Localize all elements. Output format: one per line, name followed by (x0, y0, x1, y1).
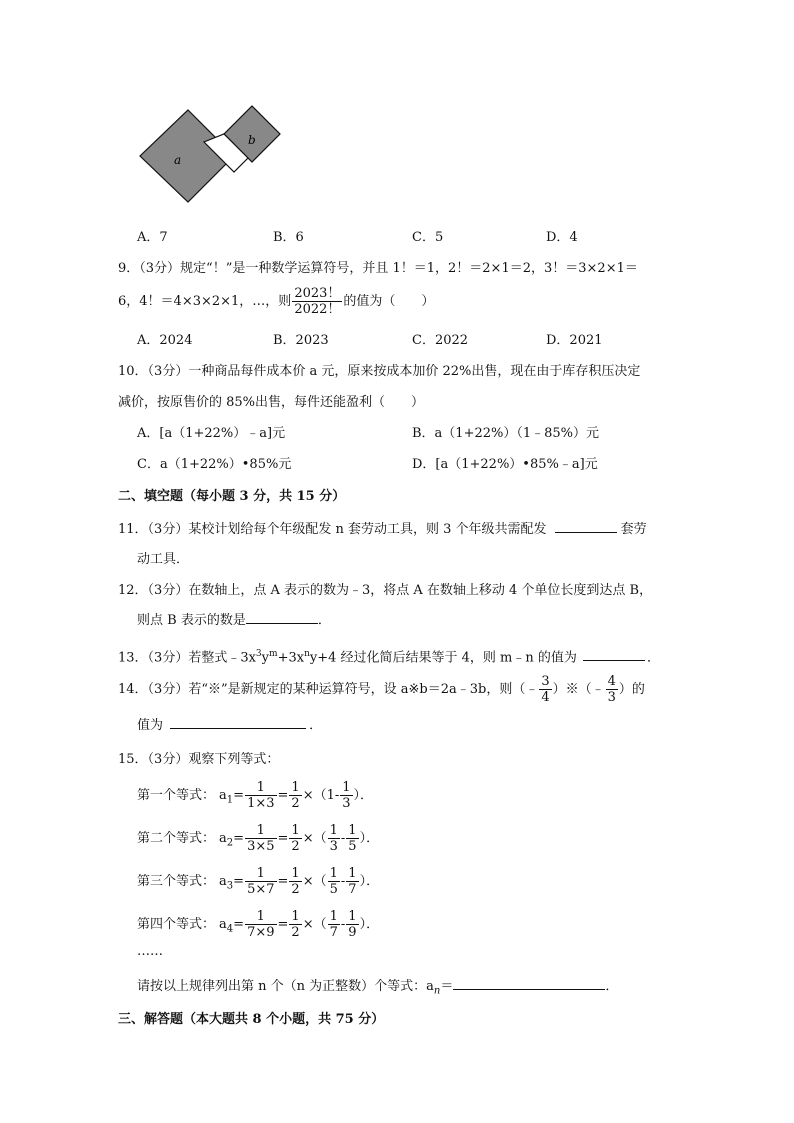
q15-eq-r2 (346, 823, 358, 854)
q15-eq-frac-left-den: 1×3 (247, 796, 275, 811)
q15-eq-equals: = (233, 917, 245, 932)
q8-option-d: D．4 (546, 230, 578, 245)
q15-eq-frac-left-den: 7×9 (247, 925, 275, 940)
q15-eq-r2 (340, 780, 352, 811)
q15-eq-times: ×（ (302, 788, 327, 803)
q15-eq-half-num: 1 (291, 866, 300, 881)
q15-eq-r2-num: 1 (348, 823, 357, 838)
q15-eq-half-num: 1 (291, 823, 300, 838)
q13-sup2: m (269, 649, 278, 659)
q15-eq-r1 (328, 823, 340, 854)
q9-line2 (118, 286, 434, 317)
q15-eq-a: a (219, 788, 227, 803)
q14-line1 (118, 674, 645, 705)
q14-post: ）的 (618, 682, 645, 697)
q15-title: 15．（3分）观察下列等式： (118, 752, 280, 767)
q15-eq-r1 (328, 909, 340, 940)
q15-eq-frac-half (289, 909, 301, 940)
q15-eq-r2-den: 9 (348, 925, 357, 940)
q15-eq-frac-left (245, 823, 276, 854)
q15-eq-a: a (219, 917, 227, 932)
q14-frac1 (539, 674, 551, 705)
q12-line2-pre: 则点 B 表示的数是 (137, 613, 246, 628)
q9-fraction (292, 286, 342, 317)
q14-line2 (137, 716, 322, 736)
q10-line2: 减价，按原售价的 85%出售，每件还能盈利（ ） (118, 395, 425, 410)
q15-last-sub: n (433, 985, 441, 997)
q12-line2 (137, 611, 331, 631)
q11-answer-blank[interactable] (555, 520, 617, 533)
q15-eq-minus: - (340, 917, 346, 932)
q15-equation-row (137, 909, 379, 940)
q15-eq-frac-left (245, 909, 276, 940)
q9-option-d: D．2021 (546, 333, 603, 348)
q9-frac-num: 2023！ (294, 286, 341, 301)
q15-eq-label: 第一个等式： (137, 788, 216, 803)
q11-line1-pre: 11．（3分）某校计划给每个年级配发 n 套劳动工具，则 3 个年级共需配发 (118, 522, 547, 537)
q14-frac2-den: 3 (607, 690, 616, 705)
q15-eq-frac-left-num: 1 (245, 780, 276, 796)
q15-eq-equals2: = (277, 917, 289, 932)
q15-eq-half-den: 2 (291, 882, 300, 897)
q15-eq-times: ×（ (302, 874, 327, 889)
q13-sup3: n (304, 649, 310, 659)
q15-eq-r2-num: 1 (348, 866, 357, 881)
q15-eq-r2-den: 3 (342, 796, 351, 811)
label-a: a (174, 153, 182, 167)
q15-eq-sub: 3 (226, 880, 234, 892)
q15-eq-equals2: = (277, 831, 289, 846)
q15-eq-half-den: 2 (291, 839, 300, 854)
q13-pre: 13．（3分）若整式﹣3x (118, 650, 256, 666)
q15-eq-frac-left (245, 866, 276, 897)
q13-post: ． (647, 650, 661, 666)
q9-line1: 9．（3分）规定“！”是一种数学运算符号，并且 1！＝1，2！＝2×1＝2，3！＝3×2×1＝ (118, 261, 638, 276)
q9-option-c: C．2022 (412, 333, 469, 348)
q15-eq-half-den: 2 (291, 796, 300, 811)
q15-eq-close: ）． (359, 917, 380, 932)
q9-line2-pre: 6，4！＝4×3×2×1，…，则 (118, 294, 292, 309)
q12-line2-post: ． (317, 613, 331, 628)
q10-option-c: C．a（1+22%）•85%元 (137, 457, 292, 472)
q14-frac2-num: 4 (607, 674, 616, 689)
q11-line2: 动工具． (137, 552, 190, 567)
q11-line1-post: 套劳 (620, 522, 647, 537)
q15-eq-sub: 4 (226, 923, 234, 935)
q15-eq-close: ）． (359, 831, 380, 846)
q13-mid3: y+4 经过化简后结果等于 4，则 m﹣n 的值为 (309, 650, 577, 666)
squares-figure (130, 98, 290, 216)
q15-eq-half-num: 1 (291, 909, 300, 924)
q10-option-d: D．[a（1+22%）•85%﹣a]元 (412, 457, 598, 472)
q13-line (118, 644, 660, 668)
q15-eq-equals: = (233, 831, 245, 846)
q9-option-a: A．2024 (137, 333, 193, 348)
q15-last-line (137, 977, 618, 1002)
q11-line1 (118, 520, 647, 540)
q14-frac1-num: 3 (541, 674, 550, 689)
q14-line2-post: ． (309, 718, 323, 733)
q15-eq-r2-den: 7 (348, 882, 357, 897)
q13-mid1: y (261, 650, 270, 666)
q15-eq-times: ×（ (302, 917, 327, 932)
q15-eq-r1-num: 1 (329, 909, 338, 924)
q8-option-c: C．5 (412, 230, 444, 245)
q15-eq-r2-num: 1 (342, 780, 351, 795)
q15-eq-frac-half (289, 780, 301, 811)
q15-eq-minus: - (340, 831, 346, 846)
section-2-heading: 二、填空题（每小题 3 分，共 15 分） (118, 489, 346, 504)
q15-eq-r1-den: 3 (329, 839, 338, 854)
q12-answer-blank[interactable] (246, 611, 318, 624)
q9-line2-post: 的值为（ ） (343, 294, 435, 309)
q15-eq-times: ×（ (302, 831, 327, 846)
q15-eq-r2-num: 1 (348, 909, 357, 924)
q15-eq-r1-num: 1 (329, 866, 338, 881)
q15-eq-r1-num: 1 (329, 823, 338, 838)
q10-option-a: A．[a（1+22%）﹣a]元 (137, 426, 286, 441)
q15-eq-equals: = (233, 874, 245, 889)
q15-eq-r2 (346, 909, 358, 940)
q15-eq-a: a (219, 831, 227, 846)
q8-option-b: B．6 (273, 230, 304, 245)
q15-eq-sub: 1 (226, 794, 234, 806)
q15-eq-a: a (219, 874, 227, 889)
q15-eq-close: ）． (359, 874, 380, 889)
q9-frac-den: 2022！ (294, 302, 341, 317)
q15-eq-sub: 2 (226, 837, 234, 849)
q15-eq-label: 第四个等式： (137, 917, 216, 932)
q10-line1: 10．（3分）一种商品每件成本价 a 元，原来按成本加价 22%出售，现在由于库存积压决定 (118, 364, 641, 379)
q15-eq-equals: = (233, 788, 245, 803)
q15-eq-frac-left-num: 1 (245, 909, 276, 925)
q13-answer-blank[interactable] (583, 648, 645, 661)
q15-eq-r2-den: 5 (348, 839, 357, 854)
q15-eq-r1 (328, 866, 340, 897)
q8-option-a: A．7 (137, 230, 168, 245)
q15-answer-blank[interactable] (453, 977, 605, 990)
q15-eq-frac-half (289, 866, 301, 897)
q15-eq-one: 1- (326, 788, 340, 803)
q15-eq-r1-den: 7 (329, 925, 338, 940)
q10-option-b: B．a（1+22%）（1﹣85%）元 (412, 426, 600, 441)
q14-line2-pre: 值为 (137, 718, 164, 733)
q15-last-pre: 请按以上规律列出第 n 个（n 为正整数）个等式：a (137, 979, 434, 994)
q15-equation-row (137, 866, 379, 897)
q15-eq-r1-den: 5 (329, 882, 338, 897)
q14-frac1-den: 4 (541, 690, 550, 705)
q15-last-eq: ＝ (440, 979, 454, 994)
q15-eq-label: 第三个等式： (137, 874, 216, 889)
q15-eq-frac-left (245, 780, 276, 811)
q13-mid2: +3x (277, 650, 305, 666)
q15-eq-equals2: = (277, 874, 289, 889)
q15-eq-half-num: 1 (291, 780, 300, 795)
section-3-heading: 三、解答题（本大题共 8 个小题，共 75 分） (118, 1012, 385, 1027)
q15-eq-frac-left-num: 1 (245, 866, 276, 882)
q15-eq-minus: - (340, 874, 346, 889)
q15-eq-half-den: 2 (291, 925, 300, 940)
label-b: b (248, 133, 256, 147)
q14-mid: ）※（﹣ (552, 682, 605, 697)
q15-equation-row (137, 780, 373, 811)
q15-eq-r2 (346, 866, 358, 897)
q14-frac2 (606, 674, 618, 705)
q15-eq-label: 第二个等式： (137, 831, 216, 846)
q15-eq-frac-left-num: 1 (245, 823, 276, 839)
q15-equation-row (137, 823, 379, 854)
q15-eq-equals2: = (277, 788, 289, 803)
q15-eq-frac-left-den: 5×7 (247, 882, 275, 897)
q13-sup1: 3 (255, 649, 262, 659)
q15-eq-frac-left-den: 3×5 (247, 839, 275, 854)
q15-ellipsis: …… (137, 944, 163, 959)
q14-answer-blank[interactable] (170, 716, 306, 729)
q14-pre: 14．（3分）若“※”是新规定的某种运算符号，设 a※b＝2a﹣3b，则（﹣ (118, 682, 539, 697)
q9-option-b: B．2023 (273, 333, 329, 348)
q12-line1: 12．（3分）在数轴上，点 A 表示的数为﹣3，将点 A 在数轴上移动 4 个单位长度到达点 B， (118, 583, 653, 598)
q15-eq-frac-half (289, 823, 301, 854)
q15-eq-close: ）． (353, 788, 374, 803)
q15-last-post: ． (605, 979, 619, 994)
